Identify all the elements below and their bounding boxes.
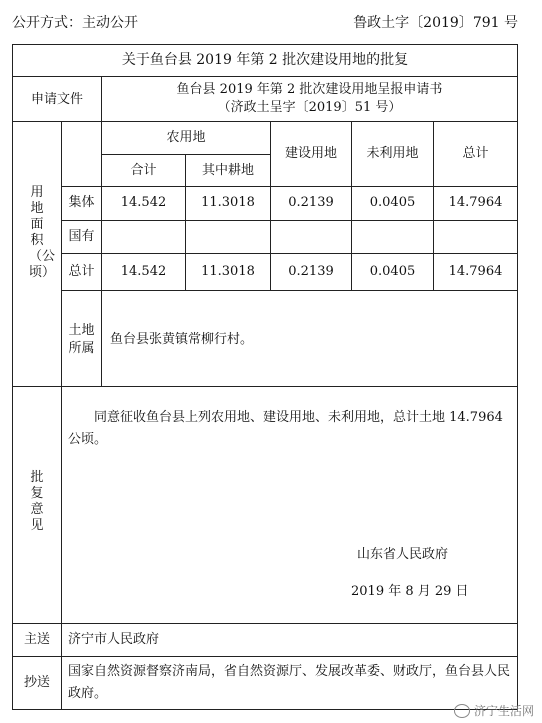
row-label: 国有	[68, 229, 95, 244]
document-number: 鲁政土字〔2019〕791 号	[353, 15, 518, 31]
document-title: 关于鱼台县 2019 年第 2 批次建设用地的批复	[121, 52, 409, 68]
send-to-value: 济宁市人民政府	[68, 632, 160, 647]
table-cell	[101, 220, 186, 254]
subtotal-value: 14.542	[120, 264, 167, 279]
table-cell	[433, 220, 518, 254]
watermark-text: 济宁生活网	[473, 704, 534, 718]
application-line1: 鱼台县 2019 年第 2 批次建设用地呈报申请书	[176, 82, 443, 97]
application-label: 申请文件	[30, 92, 83, 107]
issuer: 山东省人民政府	[357, 547, 449, 562]
approval-label: 批复意见	[30, 470, 44, 533]
cc-value: 国家自然资源督察济南局，省自然资源厅、发展改革委、财政厅，鱼台县人民政府。	[68, 664, 511, 701]
application-line2: （济政土呈字〔2019〕51 号）	[217, 100, 402, 115]
total-value: 14.7964	[448, 195, 503, 210]
farmland-value: 11.3018	[201, 264, 255, 279]
farmland-header: 其中耕地	[201, 163, 254, 178]
send-to-label: 主送	[23, 632, 50, 647]
table-cell	[185, 220, 271, 254]
unused-value: 0.0405	[369, 195, 416, 210]
area-side-label: 用地面积（公顷）	[29, 185, 56, 280]
approval-text: 同意征收鱼台县上列农用地、建设用地、未利用地，总计土地 14.7964 公顷。	[68, 410, 503, 447]
table-cell	[351, 220, 434, 254]
watermark	[454, 702, 534, 719]
row-label: 集体	[68, 195, 95, 210]
chat-bubble-icon	[454, 704, 470, 718]
farmland-value: 11.3018	[201, 195, 255, 210]
corner-cell	[61, 121, 102, 187]
ownership-label: 土地所属	[68, 323, 95, 356]
total-header: 总计	[462, 146, 489, 161]
construction-header: 建设用地	[284, 146, 337, 161]
disclosure-method: 公开方式：主动公开	[12, 15, 138, 31]
ownership-value: 鱼台县张黄镇常柳行村。	[110, 332, 254, 347]
cc-label: 抄送	[23, 675, 50, 690]
row-label: 总计	[68, 264, 95, 279]
table-cell	[270, 220, 352, 254]
total-value: 14.7964	[448, 264, 503, 279]
agri-header: 农用地	[166, 130, 206, 145]
unused-value: 0.0405	[369, 264, 416, 279]
approval-date: 2019 年 8 月 29 日	[351, 584, 469, 599]
subtotal-header: 合计	[130, 163, 157, 178]
construction-value: 0.2139	[288, 264, 334, 279]
unused-header: 未利用地	[366, 146, 419, 161]
subtotal-value: 14.542	[120, 195, 167, 210]
construction-value: 0.2139	[288, 195, 334, 210]
